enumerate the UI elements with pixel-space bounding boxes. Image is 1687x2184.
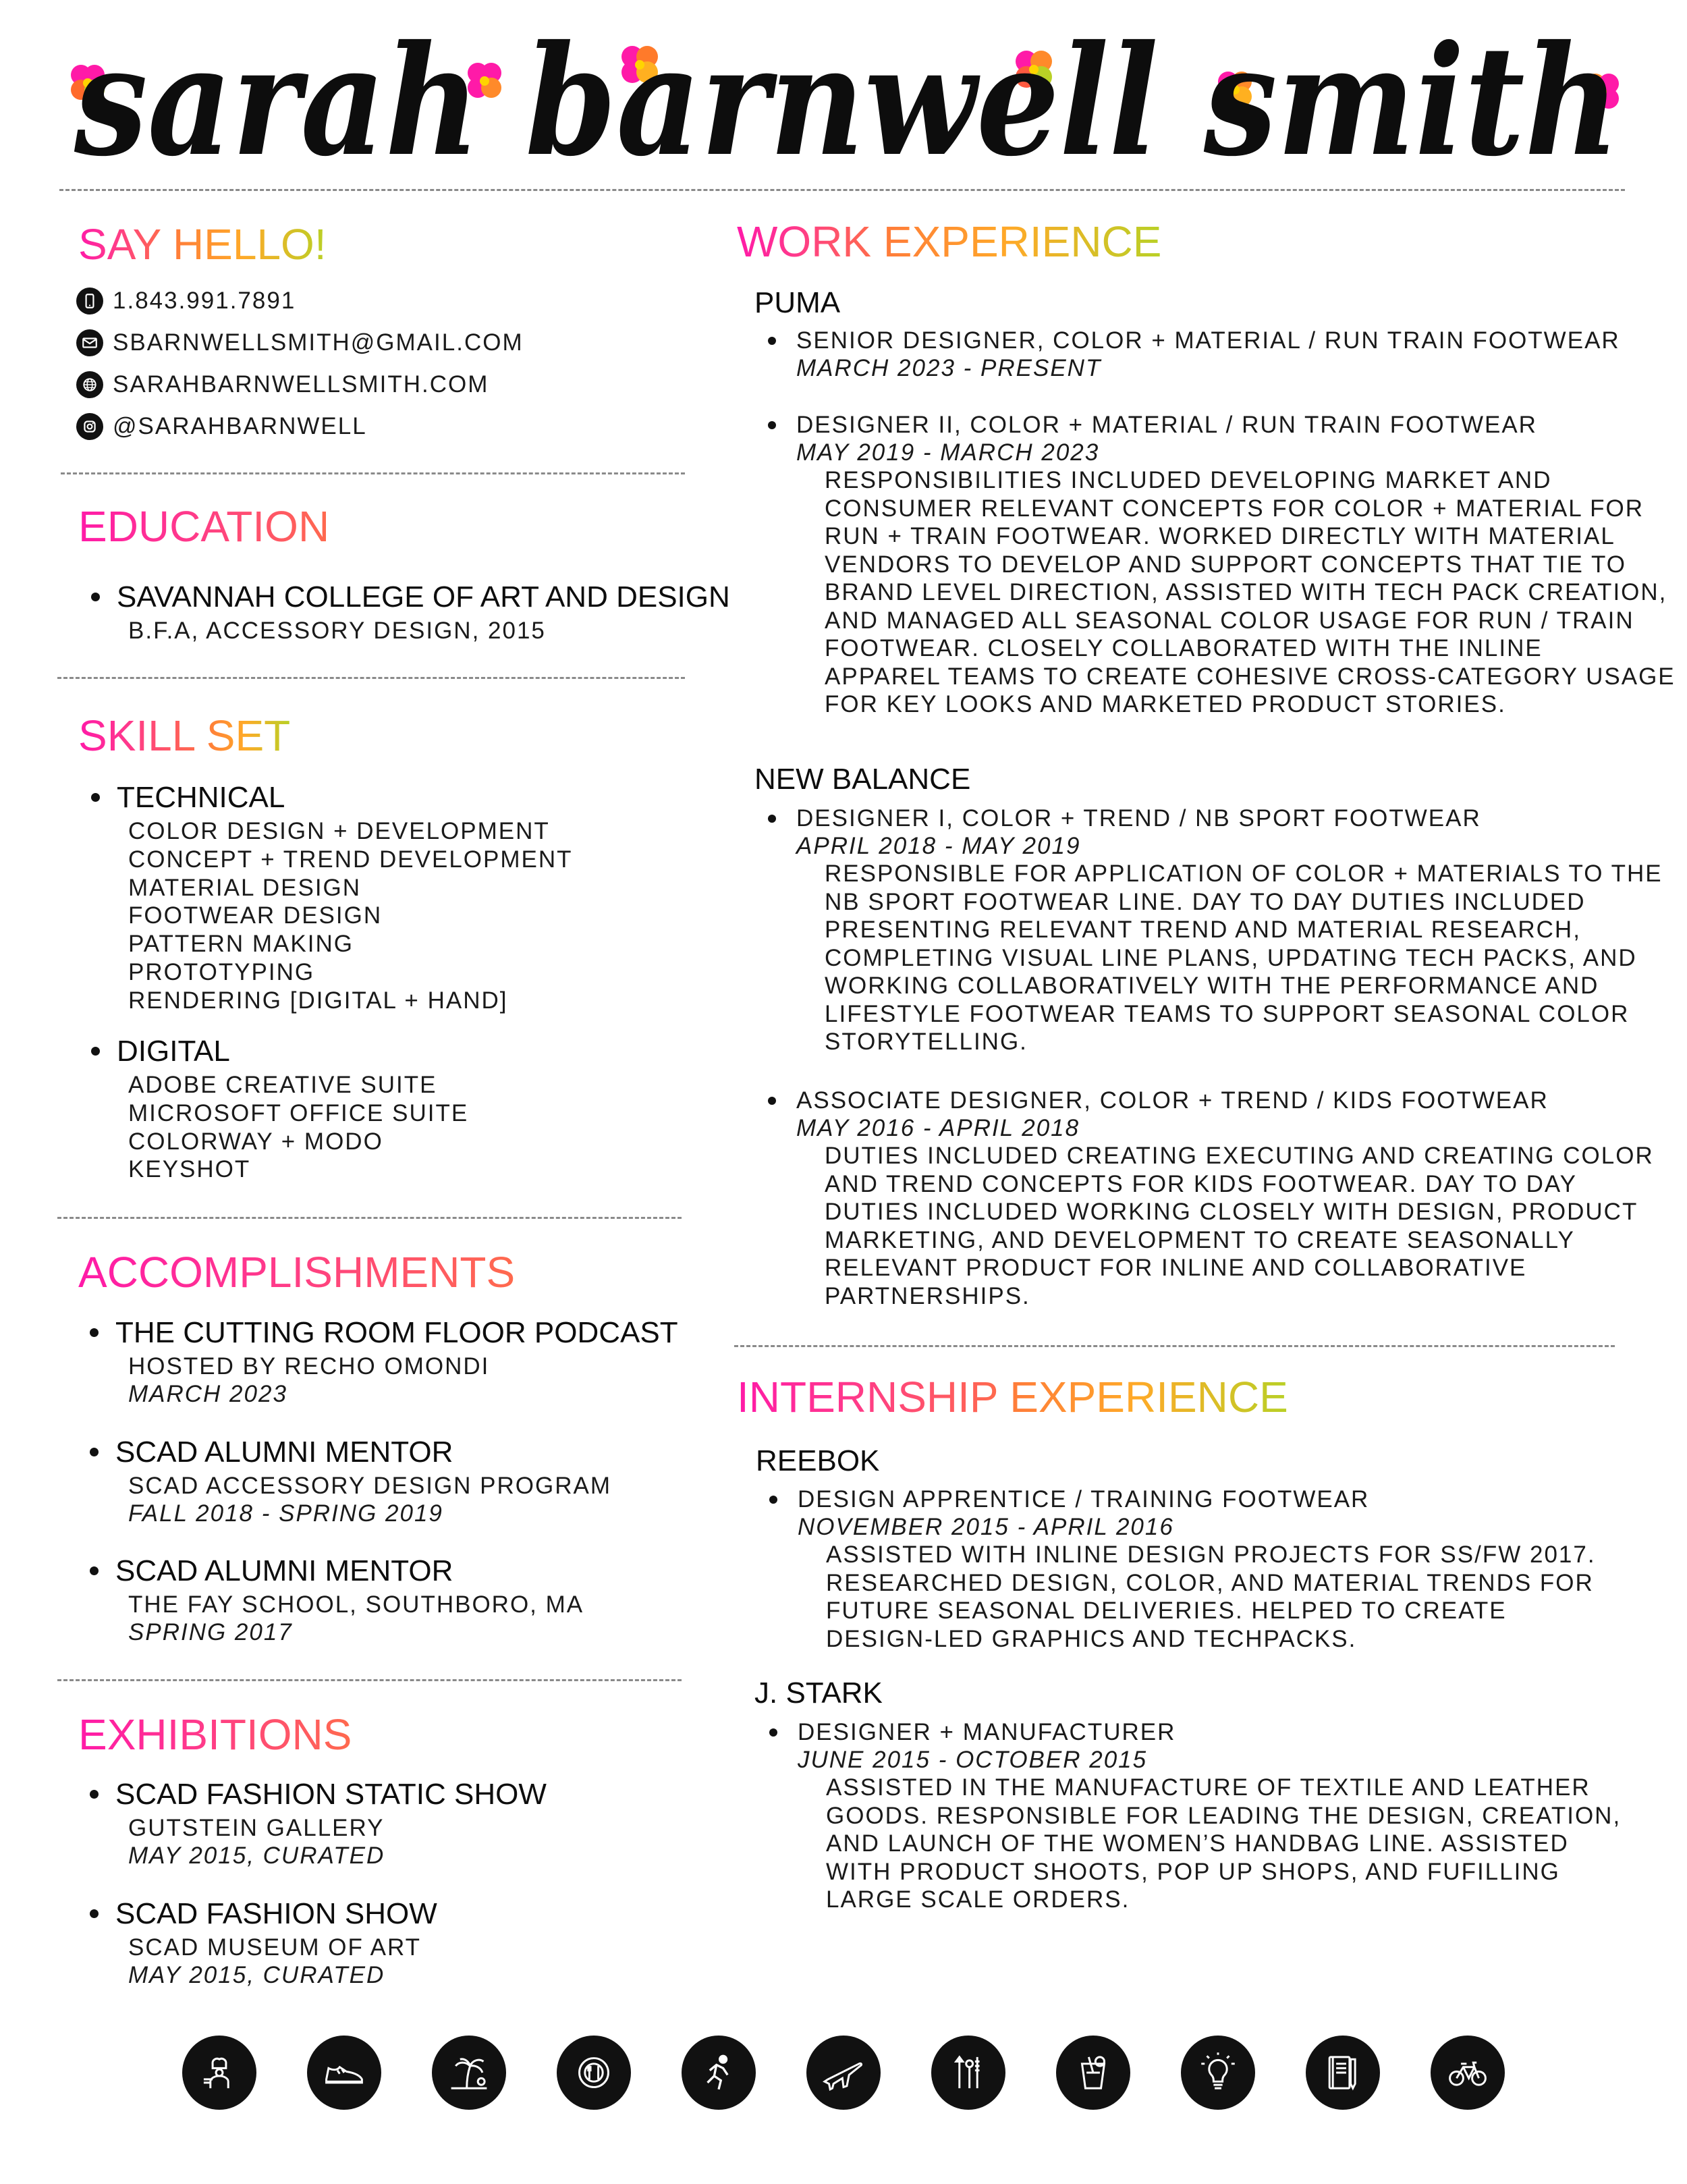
accomplishment-entry [115, 1315, 678, 1408]
exhibition-venue: SCAD MUSEUM OF ART [128, 1934, 422, 1961]
accomplishment-date: MARCH 2023 [128, 1381, 287, 1407]
skill-list: COLOR DESIGN + DEVELOPMENT CONCEPT + TREND DEVELOPMENT MATERIAL DESIGN FOOTWEAR DESIGN PATTERN MAKING PROTOTYPING RENDERING [DIGITAL + HAND] [128, 818, 573, 1014]
instagram-icon [76, 413, 103, 440]
accomplishment-entry [115, 1434, 611, 1527]
contact-heading: SAY HELLO! [78, 220, 327, 269]
palm-tree-icon [432, 2036, 506, 2110]
accomplishment-detail: HOSTED BY RECHO OMONDI [128, 1353, 490, 1380]
accomplishment-date: FALL 2018 - SPRING 2019 [128, 1500, 443, 1527]
job-description: RESPONSIBLE FOR APPLICATION OF COLOR + MATERIALS TO THE NB SPORT FOOTWEAR LINE. DAY TO DAY DUTIES INCLUDED PRESENTING RELEVANT TREND AND MATERIAL RESEARCH, COMPLETING VISUAL LINE PLANS, UPDATING TECH PACKS, AND WORKING COLLABORATIVELY WITH THE PERFORMANCE AND LIFESTYLE FOOTWEAR TEAMS TO SUPPORT SEASONAL COLOR STORYTELLING. [825, 861, 1663, 1055]
cocktail-icon [1056, 2036, 1130, 2110]
job-title: DESIGNER I, COLOR + TREND / NB SPORT FOOTWEAR [796, 804, 1663, 832]
header-divider [59, 189, 1625, 191]
job-description: ASSISTED IN THE MANUFACTURE OF TEXTILE AND LEATHER GOODS. RESPONSIBLE FOR LEADING THE DESIGN, CREATION, AND LAUNCH OF THE WOMEN’S HANDBAG LINE. ASSISTED WITH PRODUCT SHOOTS, POP UP SHOPS, AND FUFILLING LARGE SCALE ORDERS. [826, 1774, 1622, 1913]
job-title: DESIGNER + MANUFACTURER [798, 1718, 1621, 1746]
skill-group-title: DIGITAL [117, 1033, 468, 1070]
job-date: NOVEMBER 2015 - APRIL 2016 [798, 1514, 1174, 1540]
school-name: SAVANNAH COLLEGE OF ART AND DESIGN [117, 579, 730, 616]
accomplishments-heading: ACCOMPLISHMENTS [78, 1248, 516, 1296]
exhibitions-heading: EXHIBITIONS [78, 1710, 352, 1759]
accomplishment-title: SCAD ALUMNI MENTOR [115, 1553, 584, 1589]
contact-email[interactable]: SBARNWELLSMITH@GMAIL.COM [76, 328, 524, 358]
globe-icon [76, 371, 103, 398]
exhibition-venue: GUTSTEIN GALLERY [128, 1815, 385, 1841]
chef-icon [182, 2036, 256, 2110]
job-description: ASSISTED WITH INLINE DESIGN PROJECTS FOR SS/FW 2017. RESEARCHED DESIGN, COLOR, AND MATERIAL TRENDS FOR FUTURE SEASONAL DELIVERIES. HELPED TO CREATE DESIGN-LED GRAPHICS AND TECHPACKS. [826, 1541, 1596, 1652]
resume-name-title [74, 12, 1626, 190]
company-name: REEBOK [756, 1444, 880, 1477]
education-entry [117, 579, 730, 645]
sketchbook-icon [1306, 2036, 1380, 2110]
job-title: ASSOCIATE DESIGNER, COLOR + TREND / KIDS FOOTWEAR [796, 1087, 1654, 1114]
skill-group-digital [117, 1033, 468, 1184]
job-date: MARCH 2023 - PRESENT [796, 355, 1102, 381]
accomplishment-title: SCAD ALUMNI MENTOR [115, 1434, 611, 1471]
contact-phone[interactable]: 1.843.991.7891 [76, 286, 296, 316]
accomplishment-date: SPRING 2017 [128, 1619, 293, 1645]
job-description: RESPONSIBILITIES INCLUDED DEVELOPING MARKET AND CONSUMER RELEVANT CONCEPTS FOR COLOR + MATERIAL FOR RUN + TRAIN FOOTWEAR. WORKED DIRECTLY WITH MATERIAL VENDORS TO DEVELOP AND SUPPORT CONCEPTS THAT TIE TO BRAND LEVEL DIRECTION, ASSISTED WITH TECH PACK CREATION, AND MANAGED ALL SEASONAL COLOR USAGE FOR RUN / TRAIN FOOTWEAR. CLOSELY COLLABORATED WITH THE INLINE APPAREL TEAMS TO CREATE COHESIVE CROSS-CATEGORY USAGE FOR KEY LOOKS AND MARKETED PRODUCT STORIES. [825, 467, 1676, 717]
section-divider [61, 472, 685, 474]
running-icon [682, 2036, 756, 2110]
accomplishment-detail: SCAD ACCESSORY DESIGN PROGRAM [128, 1473, 612, 1499]
company-name: PUMA [754, 286, 841, 319]
job-date: JUNE 2015 - OCTOBER 2015 [798, 1747, 1148, 1773]
job-entry [796, 1087, 1654, 1310]
accomplishment-entry [115, 1553, 584, 1646]
education-heading: EDUCATION [78, 502, 330, 551]
job-entry [798, 1718, 1621, 1914]
job-title: SENIOR DESIGNER, COLOR + MATERIAL / RUN TRAIN FOOTWEAR [796, 327, 1620, 354]
job-date: APRIL 2018 - MAY 2019 [796, 833, 1081, 859]
job-entry [796, 327, 1620, 382]
exhibition-date: MAY 2015, CURATED [128, 1842, 385, 1869]
exhibition-title: SCAD FASHION SHOW [115, 1896, 437, 1932]
job-title: DESIGNER II, COLOR + MATERIAL / RUN TRAIN FOOTWEAR [796, 411, 1676, 439]
name-logo [74, 12, 1626, 190]
skill-group-title: TECHNICAL [117, 780, 573, 816]
crafting-tools-icon [931, 2036, 1005, 2110]
internship-heading: INTERNSHIP EXPERIENCE [737, 1373, 1288, 1421]
company-name: NEW BALANCE [754, 763, 971, 796]
skills-heading: SKILL SET [78, 711, 291, 760]
accomplishment-title: THE CUTTING ROOM FLOOR PODCAST [115, 1315, 678, 1351]
job-title: DESIGN APPRENTICE / TRAINING FOOTWEAR [798, 1485, 1596, 1513]
dining-icon [557, 2036, 631, 2110]
bicycle-icon [1431, 2036, 1505, 2110]
skill-list: ADOBE CREATIVE SUITE MICROSOFT OFFICE SUITE COLORWAY + MODO KEYSHOT [128, 1072, 469, 1183]
sneaker-icon [307, 2036, 381, 2110]
degree: B.F.A, ACCESSORY DESIGN, 2015 [128, 618, 546, 644]
hobby-icons-row [182, 2036, 1505, 2110]
section-divider [734, 1345, 1615, 1347]
section-divider [57, 677, 685, 679]
accomplishment-detail: THE FAY SCHOOL, SOUTHBORO, MA [128, 1591, 584, 1618]
exhibition-entry [115, 1776, 547, 1869]
full-name: sarah barnwell smith [74, 12, 1620, 190]
job-entry [796, 804, 1663, 1056]
lightbulb-icon [1181, 2036, 1255, 2110]
section-divider [57, 1679, 682, 1681]
skill-group-technical [117, 780, 573, 1015]
contact-website[interactable]: SARAHBARNWELLSMITH.COM [76, 370, 489, 400]
exhibition-entry [115, 1896, 437, 1989]
job-description: DUTIES INCLUDED CREATING EXECUTING AND CREATING COLOR AND TREND CONCEPTS FOR KIDS FOOTWEAR. DAY TO DAY DUTIES INCLUDED WORKING CLOSELY WITH DESIGN, PRODUCT MARKETING, AND DEVELOPMENT TO CREATE SEASONALLY RELEVANT PRODUCT FOR INLINE AND COLLABORATIVE PARTNERSHIPS. [825, 1143, 1654, 1309]
section-divider [57, 1217, 682, 1219]
airplane-icon [806, 2036, 881, 2110]
job-entry [796, 411, 1676, 719]
email-icon [76, 329, 103, 356]
exhibition-date: MAY 2015, CURATED [128, 1962, 385, 1988]
phone-icon [76, 288, 103, 315]
contact-instagram[interactable]: @SARAHBARNWELL [76, 412, 367, 441]
job-entry [798, 1485, 1596, 1653]
job-date: MAY 2016 - APRIL 2018 [796, 1115, 1080, 1141]
exhibition-title: SCAD FASHION STATIC SHOW [115, 1776, 547, 1813]
company-name: J. STARK [754, 1676, 883, 1710]
work-heading: WORK EXPERIENCE [737, 217, 1162, 266]
job-date: MAY 2019 - MARCH 2023 [796, 439, 1100, 466]
